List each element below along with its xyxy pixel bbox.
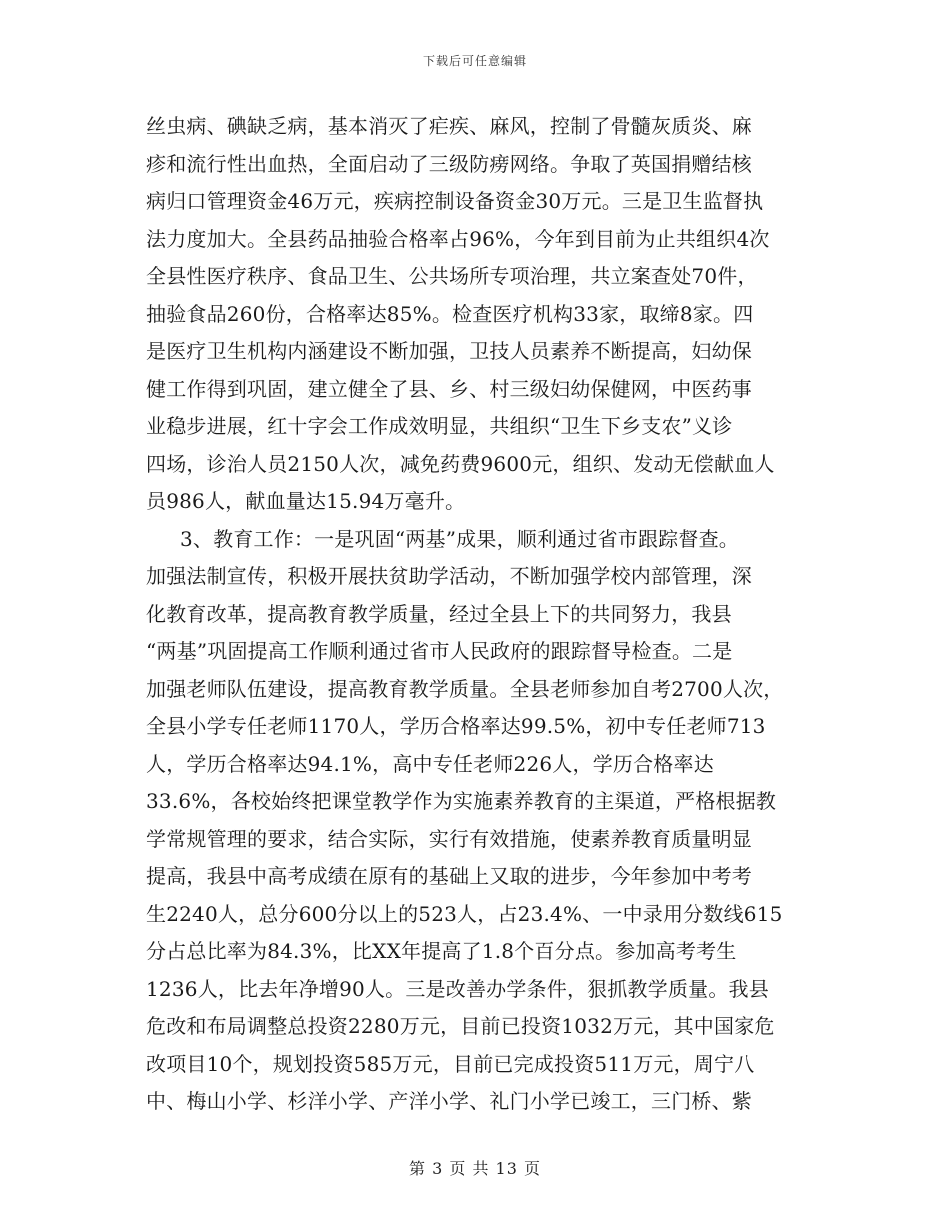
text-line: 四场，诊治人员2150人次，减免药费9600元，组织、发动无偿献血人 <box>146 451 775 476</box>
text-line: 健工作得到巩固，建立健全了县、乡、村三级妇幼保健网，中医药事 <box>146 376 752 401</box>
text-line: 业稳步进展，红十字会工作成效明显，共组织“卫生下乡支农”义诊 <box>146 414 733 438</box>
text-line: 学常规管理的要求，结合实际，实行有效措施，使素养教育质量明显 <box>146 826 752 851</box>
text-line: 法力度加大。全县药品抽验合格率占96%，今年到目前为止共组织4次 <box>146 226 770 251</box>
text-line: 1236人，比去年净增90人。三是改善办学条件，狠抓教学质量。我县 <box>146 976 769 1001</box>
text-line: 抽验食品260份，合格率达85%。检查医疗机构33家，取缔8家。四 <box>146 301 754 326</box>
page-number: 第 3 页 共 13 页 <box>409 1159 541 1178</box>
text-line: 提高，我县中高考成绩在原有的基础上又取的进步，今年参加中考考 <box>146 864 752 888</box>
text-line: 员986人，献血量达15.94万毫升。 <box>146 489 466 513</box>
document-body <box>146 108 810 1121</box>
text-line: 人，学历合格率达94.1%，高中专任老师226人，学历合格率达 <box>146 751 714 776</box>
text-line: 加强老师队伍建设，提高教育教学质量。全县老师参加自考2700人次， <box>146 676 784 701</box>
text-line: 全县小学专任老师1170人，学历合格率达99.5%，初中专任老师713 <box>146 714 766 738</box>
text-line: 加强法制宣传，积极开展扶贫助学活动，不断加强学校内部管理，深 <box>146 564 752 588</box>
text-line: 33.6%，各校始终把课堂教学作为实施素养教育的主渠道，严格根据教 <box>146 789 777 813</box>
text-line: 是医疗卫生机构内涵建设不断加强，卫技人员素养不断提高，妇幼保 <box>146 339 752 363</box>
text-line: 改项目10个，规划投资585万元，目前已完成投资511万元，周宁八 <box>146 1051 755 1076</box>
text-line: 全县性医疗秩序、食品卫生、公共场所专项治理，共立案查处70件， <box>146 264 758 288</box>
text-line: 病归口管理资金46万元，疾病控制设备资金30万元。三是卫生监督执 <box>146 189 764 213</box>
text-line: 疹和流行性出血热，全面启动了三级防痨网络。争取了英国捐赠结核 <box>146 151 752 176</box>
paragraph-start-line: 3、教育工作：一是巩固“两基”成果，顺利通过省市跟踪督查。 <box>180 526 739 551</box>
text-line: 丝虫病、碘缺乏病，基本消灭了疟疾、麻风，控制了骨髓灰质炎、麻 <box>146 114 752 138</box>
text-line: 生2240人，总分600分以上的523人，占23.4%、一中录用分数线615 <box>146 901 783 926</box>
page-header: 下载后可任意编辑 <box>422 54 527 68</box>
text-line: 分占总比率为84.3%，比XX年提高了1.8个百分点。参加高考考生 <box>146 939 737 963</box>
text-line: 化教育改革，提高教育教学质量，经过全县上下的共同努力，我县 <box>146 601 732 626</box>
text-line: “两基”巩固提高工作顺利通过省市人民政府的跟踪督导检查。二是 <box>146 639 733 663</box>
text-line: 中、梅山小学、杉洋小学、产洋小学、礼门小学已竣工，三门桥、紫 <box>146 1089 752 1113</box>
text-line: 危改和布局调整总投资2280万元，目前已投资1032万元，其中国家危 <box>146 1014 775 1038</box>
